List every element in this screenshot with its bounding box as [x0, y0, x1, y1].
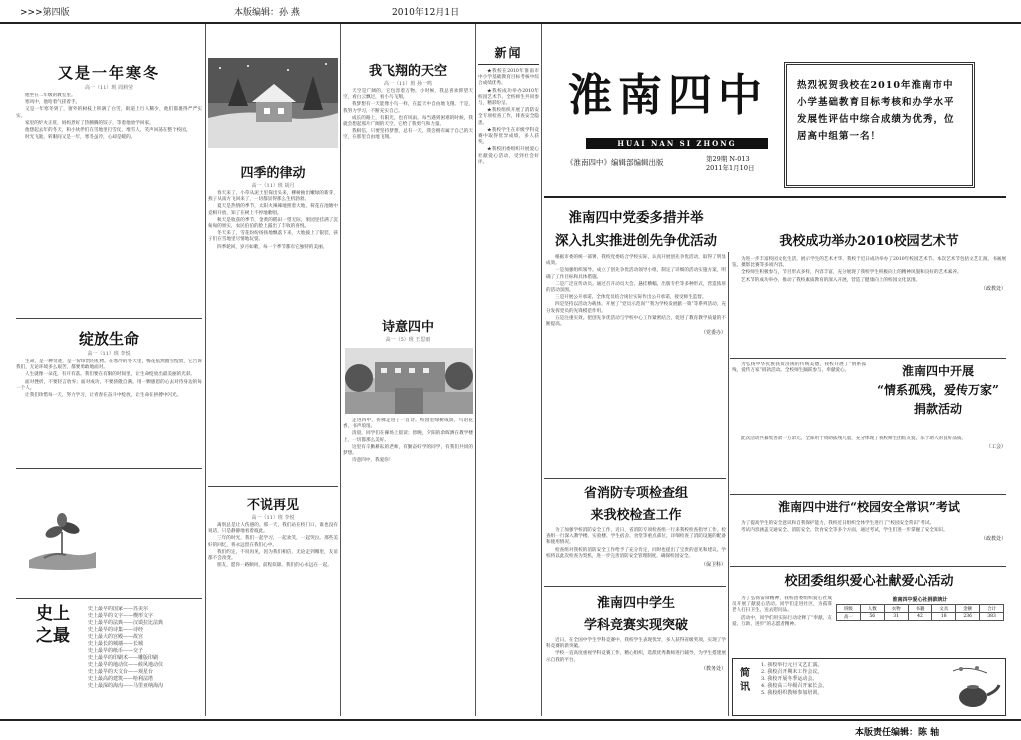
divider: [544, 196, 1006, 198]
article-paragraph: 为了加强学校消防安全工作，近日，省消防专项检查组一行来我校检查指导工作。检查组一行深入教学楼、实验楼、学生宿舍、食堂等重点部位，详细检查了消防设施的配备和使用情况。: [546, 528, 726, 546]
safety-title: 淮南四中进行“校园安全常识”考试: [778, 500, 960, 514]
column-divider: [728, 252, 729, 716]
donation-body-left: [732, 362, 866, 432]
donation-table: [836, 604, 1004, 621]
poem-line: 时光飞逝，转眼间又是一年，寒冬虽冷，心却是暖的。: [25, 135, 136, 141]
article-paragraph: 此次活动共募集善款一万余元，全部用于资助孤残儿童，充分体现了我校师生团结友爱、乐于助人的良好品质。: [741, 436, 967, 441]
essay-paragraph: 让我们珍惜每一天，努力学习，让青春在奋斗中绽放，让生命在拼搏中闪光。: [25, 393, 182, 399]
table-cell: 383: [980, 613, 1004, 621]
column-divider: [475, 24, 476, 716]
donation-title-block: [870, 362, 1006, 432]
history-item: 史上最早的纸币——交子: [88, 648, 144, 654]
essay-paragraph: 人生就像一朵花，有开有落。我们要在有限的时间里，让生命绽放出最美丽的光彩。: [25, 372, 195, 378]
history-item: 史上最早的印刷术——雕版印刷: [88, 655, 159, 661]
article-paragraph: 我相信，只要坚持梦想，总有一天，我会拥有属于自己的天空，在那里自由地飞翔。: [343, 129, 473, 141]
no-goodbye-byline: 高一（11）班 李悦: [251, 515, 295, 521]
art-festival-title: 我校成功举办2010校园艺术节: [779, 234, 959, 249]
four-seasons-title: 四季的律动: [240, 166, 306, 181]
column-divider: [340, 24, 341, 716]
article-paragraph: 为了提高学生的安全意识和自我保护能力，我校近日组织全体学生进行了“校园安全常识”考试。: [741, 521, 935, 526]
congrats-box: [784, 62, 975, 188]
divider: [544, 586, 726, 587]
congrats-text: 热烈祝贺我校在2010年淮南市中小学基础教育目标考核和办学水平发展性评估中综合成绩为优秀，位居高中组第一名！: [797, 80, 955, 142]
brief-news-item: 4. 我校高三年级召开家长会。: [761, 683, 828, 689]
donation-table-block: [836, 596, 1004, 621]
poem-line: 寒风中，他哈着气搓着手。: [25, 100, 81, 106]
article-paragraph: 冬天来了，雪花纷纷扬扬地飘落下来，大地披上了银装，孩子们在雪地里尽情地玩耍。: [208, 231, 338, 243]
table-header: 金额: [956, 605, 980, 613]
history-item: 史上最高的建筑——哈利法塔: [88, 676, 154, 682]
article-paragraph: 四是坚持以活动为载体。开展了“党员示范岗”“我为学校发展献一策”等系列活动，充分发挥党员的先锋模范作用。: [546, 302, 726, 314]
brief-news-label: 简讯: [740, 668, 750, 693]
divider: [16, 468, 202, 469]
art-festival-article: [732, 200, 1006, 355]
poetic-school-article: [343, 418, 473, 716]
table-header: 衣物: [884, 605, 908, 613]
history-list: [88, 606, 203, 716]
table-title: 淮南四中爱心社捐款统计: [892, 597, 948, 603]
masthead-publisher: 《淮南四中》编辑部编辑出版: [566, 158, 664, 167]
contest-title-line2: 学科竞赛实现突破: [583, 618, 688, 633]
masthead-romanization: HUAI NAN SI ZHONG: [586, 138, 768, 149]
article-paragraph: 为了弘扬雷锋精神，我校团委组织爱心社成员开展了献爱心活动。同学们走进社区，为孤寡老人打扫卫生、送去慰问品。: [732, 596, 832, 614]
divider: [730, 494, 1006, 495]
brief-news-item: 5. 我校组织教师参加培训。: [761, 690, 823, 696]
page-header: [0, 0, 1021, 24]
history-item: 史上最早的诗集——诗经: [88, 627, 144, 633]
sky-article: [343, 60, 473, 310]
masthead-issue: [706, 155, 776, 173]
news-item: ★我校组织开展了消防安全专项检查工作，排查安全隐患。: [478, 108, 539, 126]
article-paragraph: 三年的时光，我们一起学习，一起欢笑，一起哭泣。那些美好的回忆，将永远留在我们心中。: [208, 536, 338, 548]
page-label: >>>第四版: [20, 8, 70, 18]
table-header: 人数: [860, 605, 884, 613]
poetic-school-byline: 高一（5）班 王思雨: [385, 337, 431, 343]
brief-news-item: 1. 我校举行元旦文艺汇演。: [761, 662, 823, 668]
article-paragraph: 为弘扬中华民族扶贫济困的传统美德，我校开展了“情系孤残，爱传万家”捐款活动。全校师生踊跃参与，奉献爱心。: [732, 362, 866, 374]
article-paragraph: 这里有辛勤耕耘的老师，有勤奋好学的同学，有我们共同的梦想。: [343, 444, 473, 457]
history-title: 史上之最: [36, 604, 70, 646]
article-paragraph: 诗意四中，我爱你！: [352, 458, 394, 464]
table-cell: 18: [932, 613, 956, 621]
article-paragraph: 根据市委的统一部署，我校党委结合学校实际，认真开展创先争优活动，取得了明显成效。: [546, 255, 726, 267]
article-paragraph: 春天来了，小草从泥土里探出头来，柳树抽出嫩绿的新芽，燕子从南方飞回来了，一切都显得那么生机勃勃。: [208, 191, 338, 203]
footer-editor: 本版责任编辑：陈 轴: [855, 728, 940, 738]
party-signature: （党委办）: [700, 330, 726, 337]
contest-signature: （教务处）: [700, 665, 726, 672]
contest-article: [546, 592, 726, 716]
news-item: ★我校在2010年淮南市中小学基础教育目标考核中综合成绩优秀。: [478, 69, 539, 87]
fire-title-line2: 来我校检查工作: [590, 508, 682, 523]
fire-article: [546, 482, 726, 582]
poem-line: 他想起去年的冬天，和小伙伴们在雪地里打雪仗、堆雪人，笑声回荡在整个校园。: [25, 128, 191, 134]
donation-body: [732, 436, 1006, 476]
column-divider: [541, 24, 542, 716]
history-item: 史上最大的宫殿——故宫: [88, 634, 144, 640]
no-goodbye-article: [208, 490, 338, 716]
volunteer-title: 校团委组织爱心社献爱心活动: [784, 574, 954, 589]
poem-line: 又是一年寒冬到了，窗外的树枝上积满了白雪，街道上行人稀少，他们都裹得严严实实。: [16, 107, 202, 119]
poem-line: 他坐在二年级的教室里。: [25, 93, 76, 98]
table-cell: 高一: [837, 613, 861, 621]
article-paragraph: 清晨，同学们在操场上晨读；傍晚，夕阳的余晖洒在教学楼上，一切都那么美好。: [343, 431, 473, 443]
divider: [730, 566, 1006, 567]
essay-paragraph: 生命，是一种奇迹，是一份珍贵的礼物。在寒冷的冬天里，梅花依然傲雪绽放，它告诉我们，无论环境多么艰苦，都要勇敢地面对。: [16, 359, 202, 371]
issue-number: 第29期 N-013: [706, 155, 750, 163]
divider: [208, 486, 338, 487]
donation-title-line1: 淮南四中开展: [901, 364, 974, 378]
page-footer: [0, 719, 1021, 740]
party-article: [546, 200, 726, 475]
seedling-hand-image: [24, 510, 99, 572]
divider: [16, 318, 202, 319]
essay-paragraph: 面对挫折，不要轻言放弃；面对成功，不要骄傲自满。用一颗感恩的心去对待身边的每一个人。: [16, 379, 202, 391]
article-paragraph: 活动中，同学们用实际行动诠释了“奉献、友爱、互助、进步”的志愿者精神。: [732, 615, 832, 627]
history-item: 史上最长的城墙——长城: [88, 641, 144, 647]
poem-byline: 高一（11）班 周莉莹: [85, 85, 133, 91]
brief-news-item: 3. 我校开展冬季运动会。: [761, 676, 818, 682]
safety-article: [732, 498, 1006, 562]
article-paragraph: 朋友，愿你一路顺风，前程似锦。我们的心永远在一起。: [217, 563, 332, 569]
donation-title-line2: “情系孤残，爱传万家”: [877, 383, 999, 397]
table-header: 书籍: [908, 605, 932, 613]
table-cell: 236: [956, 613, 980, 621]
winter-cottage-image: [208, 58, 338, 148]
table-cell: 42: [908, 613, 932, 621]
masthead-title: 淮南四中: [568, 70, 768, 121]
divider: [544, 478, 726, 479]
sky-byline: 高一（11）班 孙一鸣: [384, 81, 432, 87]
four-seasons-article: [208, 152, 338, 488]
news-column: [478, 44, 539, 714]
header-date: 2010年12月1日: [392, 8, 460, 18]
fire-title-line1: 省消防专项检查组: [583, 486, 688, 501]
party-title-line2: 深入扎实推进创先争优活动: [555, 233, 717, 249]
history-item: 史上最早的天文台——观星台: [88, 669, 154, 675]
news-heading: 新闻: [494, 46, 523, 60]
fire-signature: （保卫科）: [700, 562, 726, 569]
news-item: ★我校成功举办2010年校园艺术节，全校师生共同参与，精彩纷呈。: [478, 88, 539, 107]
news-item: ★我校学生在市级学科竞赛中取得优异成绩，多人获奖。: [478, 127, 539, 146]
article-paragraph: 一是加强组织领导。成立了创先争优活动领导小组，制定了详细的活动实施方案，明确了工作目标和具体措施。: [546, 268, 726, 280]
brief-news-item: 2. 我校召开期末工作会议。: [761, 669, 823, 675]
article-paragraph: 艺术节的成功举办，推动了我校素质教育的深入开展，营造了健康向上的校园文化氛围。: [741, 277, 921, 283]
article-paragraph: 秋天是收获的季节，金黄的稻田一望无际，果园里挂满了沉甸甸的果实，农民伯伯的脸上露出了丰收的喜悦。: [208, 217, 338, 230]
art-festival-signature: （政教处）: [980, 285, 1006, 292]
history-item: 史上最早的法典——汉谟拉比法典: [88, 620, 164, 626]
article-paragraph: 夏天是热情的季节，太阳火辣辣地照着大地，荷花在池塘中竞相开放，知了在树上不停地歌唱。: [208, 204, 338, 216]
history-item: 史上最深的海沟——马里亚纳海沟: [88, 683, 164, 689]
campus-photo: [345, 348, 473, 414]
brief-news-list: [761, 662, 941, 712]
poem-line: 家里的炉火正旺，妈妈煮好了热腾腾的饺子，等着他放学回家。: [25, 120, 154, 126]
article-paragraph: 天空是广阔的，它包容着万物。小时候，我总喜欢仰望天空，看白云飘过，看小鸟飞翔。: [343, 89, 473, 101]
article-paragraph: 近日，在全国中学生学科竞赛中，我校学生表现优异，多人获得省级奖项，实现了学科竞赛的新突破。: [546, 638, 726, 650]
volunteer-body: [732, 596, 832, 656]
article-paragraph: 走进四中，仿佛走进了一首诗。校园里绿树成荫，鸟语花香，书声琅琅。: [343, 418, 473, 430]
essay-title: 绽放生命: [78, 330, 139, 348]
header-editor: 本版编辑：孙 燕: [234, 8, 300, 18]
table-cell: 31: [884, 613, 908, 621]
article-paragraph: 四季轮回，岁月如歌，每一个季节都有它独特的美丽。: [217, 244, 328, 250]
article-paragraph: 离别总是让人伤感的。那一天，我们站在校门口，谁也没有说话，只是静静地看着彼此。: [208, 523, 338, 535]
article-paragraph: 检查组对我校的消防安全工作给予了充分肯定，同时也提出了宝贵的意见和建议。学校将以此次检查为契机，进一步完善消防安全管理制度，确保校园安全。: [546, 547, 726, 559]
donation-signature: （工会）: [985, 444, 1006, 451]
table-header-row: [837, 605, 1004, 613]
four-seasons-byline: 高一（11）班 胡月: [251, 183, 295, 189]
poetic-school-title: 诗意四中: [381, 320, 434, 335]
essay-byline: 高一（11）班 李悦: [87, 351, 131, 357]
history-item: 史上最早的国家——苏美尔: [88, 606, 149, 612]
issue-date: 2011年1月10日: [706, 164, 755, 172]
article-paragraph: 五是注重实效。把创先争优活动与学校中心工作紧密结合，促进了教育教学质量的不断提高。: [546, 315, 726, 328]
table-row: [837, 613, 1004, 621]
article-paragraph: 学校一直高度重视学科竞赛工作，精心组织，选派优秀教师进行辅导，为学生搭建展示自我的平台。: [546, 651, 726, 663]
teapot-image: [947, 663, 1001, 711]
history-item: 史上最早的文字——楔形文字: [88, 613, 154, 619]
table-header: 班级: [837, 605, 861, 613]
donation-title-line3: 捐款活动: [913, 402, 962, 416]
article-paragraph: 为进一步丰富校园文化生活，展示学生的艺术才华，我校于近日成功举办了2010年校园艺术节。本次艺术节包括文艺汇演、书画展览、摄影比赛等多项内容。: [732, 257, 1006, 269]
divider: [730, 358, 1006, 359]
poetic-school-heading: [343, 316, 473, 346]
history-item: 史上最早的地动仪——候风地动仪: [88, 662, 164, 668]
table-cell: 56: [860, 613, 884, 621]
article-paragraph: 二是广泛宣传动员。通过召开动员大会、悬挂横幅、出版专栏等多种形式，营造浓厚的活动氛围。: [546, 281, 726, 294]
poem-title: 又是一年寒冬: [57, 64, 160, 82]
no-goodbye-title: 不说再见: [246, 498, 299, 513]
sky-title: 我飞翔的天空: [368, 64, 447, 79]
article-paragraph: 我梦想有一天能像小鸟一样，在蓝天中自由地飞翔。于是，我努力学习，不断充实自己。: [343, 102, 473, 114]
column-divider: [205, 24, 206, 716]
brief-news-box: [732, 658, 1006, 716]
contest-title-line1: 淮南四中学生: [596, 596, 675, 611]
article-paragraph: 我们约定，不说再见，因为我们相信，无论走到哪里，友谊都不会改变。: [208, 549, 338, 562]
safety-signature: （政教处）: [980, 536, 1006, 543]
party-title-line1: 淮南四中党委多措并举: [568, 210, 704, 226]
table-header: 合计: [980, 605, 1004, 613]
volunteer-heading: [732, 570, 1006, 594]
article-paragraph: 三是开展公开承诺。全体党员结合岗位实际作出公开承诺，接受师生监督。: [555, 295, 707, 301]
article-paragraph: 考试内容涵盖交通安全、消防安全、饮食安全等多个方面，通过考试，学生们进一步掌握了安全知识。: [741, 528, 948, 534]
article-paragraph: 成长的路上，有阳光，也有风雨。每当遇到困难的时候，我就会想起那片广阔的天空，它给了我勇气和力量。: [343, 115, 473, 128]
news-item: ★我校团委组织开展爱心社献爱心活动，受到社会好评。: [478, 147, 539, 165]
article-paragraph: 全校师生积极参与，节目形式多样，内容丰富，充分展现了我校学生积极向上的精神风貌和良好的艺术素养。: [741, 270, 962, 276]
table-header: 文具: [932, 605, 956, 613]
divider: [16, 598, 202, 599]
